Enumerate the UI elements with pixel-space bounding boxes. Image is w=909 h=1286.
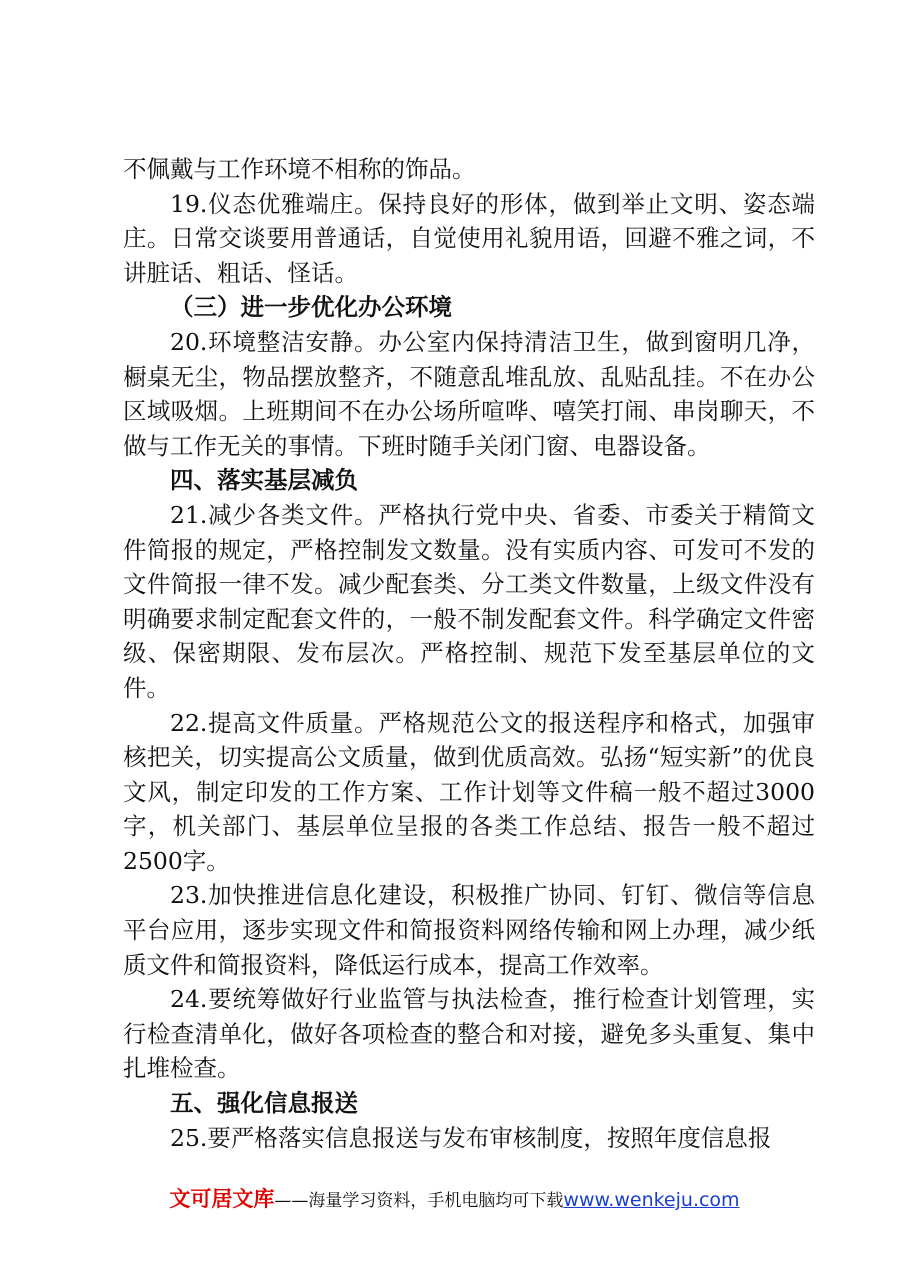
paragraph-item-24: 24.要统筹做好行业监管与执法检查，推行检查计划管理，实行检查清单化，做好各项检查的整合和对接，避免多头重复、集中扎堆检查。 [123,985,815,1083]
section-heading-4: 四、落实基层减负 [170,466,358,495]
footer-website-link[interactable]: www.wenkeju.com [563,1189,740,1211]
paragraph-item-22: 22.提高文件质量。严格规范公文的报送程序和格式，加强审核把关，切实提高公文质量，做到优质高效。弘扬“短实新”的优良文风，制定印发的工作方案、工作计划等文件稿一般不超过3000字，机关部门、基层单位呈报的各类工作总结、报告一般不超过2500字。 [123,708,815,875]
footer-banner [0,1183,909,1213]
paragraph-item-23: 23.加快推进信息化建设，积极推广协同、钉钉、微信等信息平台应用，逐步实现文件和简报资料网络传输和网上办理，减少纸质文件和简报资料，降低运行成本，提高工作效率。 [123,881,815,979]
footer-tagline: ——海量学习资料，手机电脑均可下载 [274,1191,564,1211]
paragraph-continuation: 不佩戴与工作环境不相称的饰品。 [123,155,476,183]
footer-brand: 文可居文库 [169,1187,275,1211]
subheading-optimize-office-environment: （三）进一步优化办公环境 [170,293,452,322]
section-heading-5: 五、强化信息报送 [170,1089,358,1118]
paragraph-item-20: 20.环境整洁安静。办公室内保持清洁卫生，做到窗明几净，橱桌无尘，物品摆放整齐，不随意乱堆乱放、乱贴乱挂。不在办公区域吸烟。上班期间不在办公场所喧哗、嘻笑打闹、串岗聊天，不做与工作无关的事情。下班时随手关闭门窗、电器设备。 [123,327,815,460]
paragraph-item-25: 25.要严格落实信息报送与发布审核制度，按照年度信息报 [170,1123,772,1152]
paragraph-item-21: 21.减少各类文件。严格执行党中央、省委、市委关于精简文件简报的规定，严格控制发文数量。没有实质内容、可发可不发的文件简报一律不发。减少配套类、分工类文件数量，上级文件没有明确要求制定配套文件的，一般不制发配套文件。科学确定文件密级、保密期限、发布层次。严格控制、规范下发至基层单位的文件。 [123,500,815,702]
paragraph-item-19: 19.仪态优雅端庄。保持良好的形体，做到举止文明、姿态端庄。日常交谈要用普通话，自觉使用礼貌用语，回避不雅之词，不讲脏话、粗话、怪话。 [123,189,815,287]
document-body [123,152,815,1155]
